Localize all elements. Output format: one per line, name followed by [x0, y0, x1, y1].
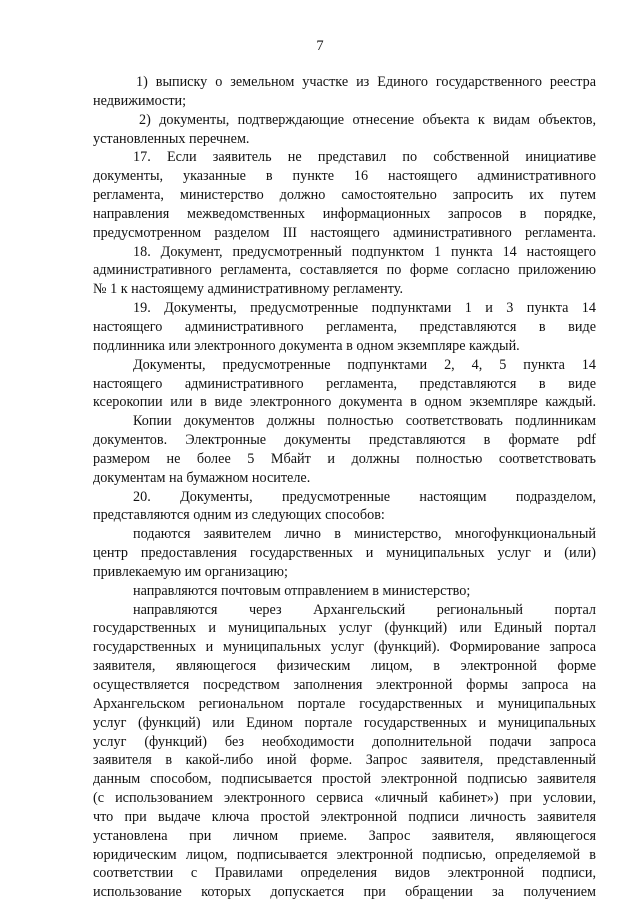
text-line: административного регламента, составляется по форме согласно приложению	[93, 262, 596, 279]
text-line: подаются заявителем лично в министерство, многофункциональный	[133, 526, 596, 543]
text-line: (с использованием электронного сервиса «личный кабинет») при условии,	[93, 790, 596, 807]
text-line: Архангельском региональном портале государственных и муниципальных	[93, 695, 596, 712]
text-line: установлена при личном приеме. Запрос заявителя, являющегося	[93, 827, 596, 844]
text-line: представляются одним из следующих способов:	[93, 507, 385, 524]
text-line: подлинника или электронного документа в одном экземпляре каждый.	[93, 337, 520, 354]
text-line: № 1 к настоящему административному регламенту.	[93, 281, 404, 298]
text-line: направляются почтовым отправлением в министерство;	[133, 582, 471, 599]
page-number: 7	[316, 38, 324, 54]
text-line: настоящего административного регламента, представляются в виде	[93, 318, 596, 335]
text-line: направляются через Архангельский региональный портал	[133, 601, 596, 618]
text-line: недвижимости;	[93, 92, 187, 109]
text-line: услуг (функций) без необходимости дополнительной подачи запроса	[93, 733, 596, 750]
text-line: предусмотренном разделом III настоящего административного регламента.	[93, 224, 596, 241]
text-line: ксерокопии или в виде электронного документа в одном экземпляре каждый.	[93, 394, 596, 411]
text-line: 19. Документы, предусмотренные подпунктами 1 и 3 пункта 14	[133, 300, 596, 317]
text-line: настоящего административного регламента, представляются в виде	[93, 375, 596, 392]
text-line: установленных перечнем.	[93, 130, 250, 147]
text-line: 18. Документ, предусмотренный подпунктом 1 пункта 14 настоящего	[133, 243, 596, 260]
text-line: направления межведомственных информационных запросов в порядке,	[93, 205, 596, 222]
text-line: использование которых допускается при обращении за получением	[93, 884, 596, 901]
text-line: государственных и муниципальных услуг (функций) или Единый портал	[93, 620, 596, 637]
text-line: что при выдаче ключа простой электронной подписи личность заявителя	[93, 808, 596, 825]
text-line: Документы, предусмотренные подпунктами 2, 4, 5 пункта 14	[133, 356, 596, 373]
document-body	[93, 73, 596, 902]
text-line: заявителя в какой-либо иной форме. Запрос заявителя, представленный	[93, 752, 596, 769]
text-line: данным способом, подписывается простой электронной подписью заявителя	[93, 771, 596, 788]
text-line: 17. Если заявитель не представил по собственной инициативе	[133, 149, 596, 166]
text-line: документам на бумажном носителе.	[93, 469, 311, 486]
text-line: центр предоставления государственных и муниципальных услуг и (или)	[93, 545, 596, 562]
text-line: 20. Документы, предусмотренные настоящим подразделом,	[133, 488, 596, 505]
text-line: регламента, министерство должно самостоятельно запросить их путем	[93, 187, 596, 204]
text-line: заявителя, являющегося физическим лицом, в электронной форме	[93, 658, 596, 675]
text-line: документов. Электронные документы представляются в формате pdf	[93, 432, 596, 449]
text-line: государственных и муниципальных услуг (функций). Формирование запроса	[93, 639, 596, 656]
text-line: 2) документы, подтверждающие отнесение объекта к видам объектов,	[139, 111, 596, 128]
text-line: привлекаемую им организацию;	[93, 563, 288, 580]
text-line: услуг (функций) или Едином портале государственных и муниципальных	[93, 714, 596, 731]
text-line: Копии документов должны полностью соответствовать подлинникам	[133, 413, 596, 430]
text-line: соответствии с Правилами определения видов электронной подписи,	[93, 865, 596, 882]
text-line: размером не более 5 Мбайт и должны полностью соответствовать	[93, 450, 596, 467]
text-line: 1) выписку о земельном участке из Единого государственного реестра	[136, 74, 596, 90]
text-line: документы, указанные в пункте 16 настоящего административного	[93, 168, 596, 185]
text-line: юридическим лицом, подписывается электронной подписью, определяемой в	[93, 846, 596, 863]
text-line: осуществляется посредством заполнения электронной формы запроса на	[93, 677, 596, 693]
